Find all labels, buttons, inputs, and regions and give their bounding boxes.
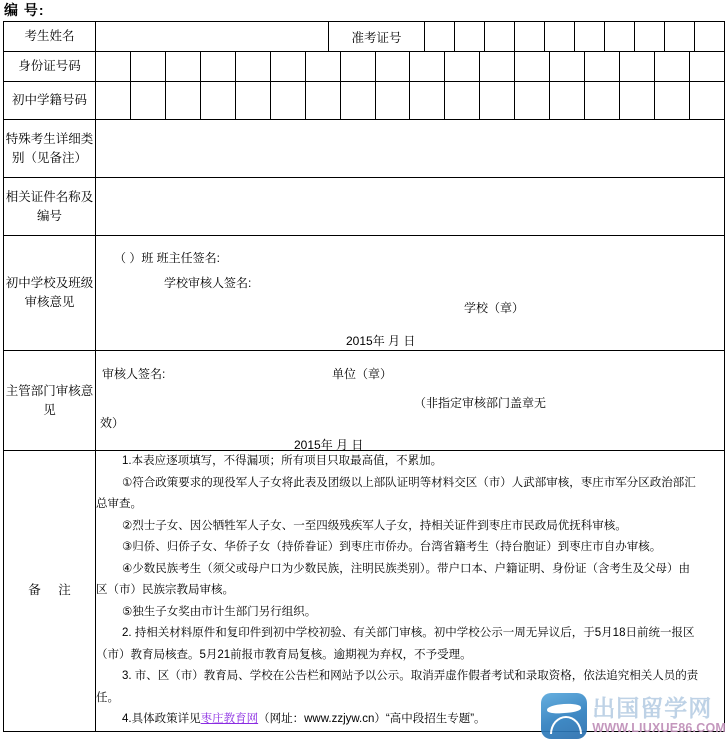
label-school-id: 初中学籍号码 — [4, 82, 96, 120]
zaozhuang-education-link[interactable]: 枣庄教育网 — [200, 713, 259, 725]
id-number-box[interactable] — [655, 52, 690, 81]
serial-number-label: 编 号: — [4, 2, 45, 18]
remarks-line: 3. 市、区（市）教育局、学校在公告栏和网站予以公示。取消弄虚作假者考试和录取资格，依法追究相关人员的责 — [122, 670, 699, 682]
watermark-site-name: 出国留学网 — [592, 695, 713, 722]
dept-opinion-line-date: 2015年 月 日 — [294, 438, 364, 452]
label-school-opinion: 初中学校及班级审核意见 — [4, 236, 96, 351]
id-number-box[interactable] — [271, 52, 306, 81]
school-id-box[interactable] — [445, 82, 480, 119]
ticket-number-box[interactable] — [455, 22, 485, 51]
school-id-box[interactable] — [585, 82, 620, 119]
school-id-box[interactable] — [236, 82, 271, 119]
ticket-number-box[interactable] — [425, 22, 455, 51]
remarks-line: 任。 — [96, 691, 119, 704]
table-row-name — [4, 22, 725, 52]
label-special-category: 特殊考生详细类别（见备注） — [4, 120, 96, 178]
id-number-box[interactable] — [620, 52, 655, 81]
field-dept-opinion[interactable] — [96, 351, 725, 451]
id-number-box[interactable] — [515, 52, 550, 81]
id-number-box[interactable] — [236, 52, 271, 81]
school-id-box[interactable] — [341, 82, 376, 119]
id-number-box[interactable] — [166, 52, 201, 81]
ticket-number-box[interactable] — [485, 22, 515, 51]
id-number-box[interactable] — [550, 52, 585, 81]
school-id-box[interactable] — [271, 82, 306, 119]
school-id-box[interactable] — [166, 82, 201, 119]
id-number-box[interactable] — [376, 52, 411, 81]
ticket-number-box[interactable] — [695, 22, 724, 51]
field-ticket-number-boxes[interactable] — [425, 22, 725, 52]
remarks-link-suffix: （网址：www.zzjyw.cn）“高中段招生专题”。 — [258, 713, 486, 725]
ticket-number-box[interactable] — [605, 22, 635, 51]
field-id-number-boxes[interactable] — [96, 52, 725, 82]
school-id-box[interactable] — [480, 82, 515, 119]
school-id-box[interactable] — [515, 82, 550, 119]
ticket-number-box[interactable] — [575, 22, 605, 51]
label-remarks: 备 注 — [4, 451, 96, 732]
id-number-box[interactable] — [690, 52, 724, 81]
label-certificate: 相关证件名称及编号 — [4, 178, 96, 236]
school-opinion-line-reviewer: 学校审核人签名: — [164, 276, 252, 290]
table-row-remarks — [4, 451, 725, 732]
label-dept-opinion: 主管部门审核意见 — [4, 351, 96, 451]
field-student-name[interactable] — [96, 22, 329, 52]
remarks-line: ③归侨、归侨子女、华侨子女（持侨眷证）到枣庄市侨办。台湾省籍考生（持台胞证）到枣庄市自办审核。 — [122, 541, 662, 553]
dept-opinion-line-note: （非指定审核部门盖章无 — [414, 396, 547, 410]
school-id-box[interactable] — [201, 82, 236, 119]
watermark-site-url: WWW.LIUXUE86.COM — [592, 721, 726, 736]
table-row-dept-opinion — [4, 351, 725, 451]
dept-opinion-line-unit-seal: 单位（章） — [332, 367, 393, 381]
id-number-box[interactable] — [131, 52, 166, 81]
school-id-box[interactable] — [620, 82, 655, 119]
id-number-box[interactable] — [341, 52, 376, 81]
id-number-box[interactable] — [96, 52, 131, 81]
school-id-box[interactable] — [655, 82, 690, 119]
table-row-school-id — [4, 82, 725, 120]
field-special-category[interactable] — [96, 120, 725, 178]
student-registration-form — [3, 21, 725, 732]
remarks-line: ④少数民族考生（须父或母户口为少数民族，注明民族类别）。带户口本、户籍证明、身份证（含考生及父母）由 — [122, 562, 691, 575]
field-school-opinion[interactable] — [96, 236, 725, 351]
remarks-line: 区（市）民族宗教局审核。 — [96, 584, 234, 596]
label-student-name: 考生姓名 — [4, 22, 96, 52]
ticket-number-box[interactable] — [635, 22, 665, 51]
school-id-box[interactable] — [376, 82, 411, 119]
remarks-line: ②烈士子女、因公牺牲军人子女、一至四级残疾军人子女，持相关证件到枣庄市民政局优抚科审核。 — [122, 519, 627, 532]
remarks-line: 1.本表应逐项填写，不得漏项；所有项目只取最高值，不累加。 — [122, 455, 443, 467]
table-row-special-category — [4, 120, 725, 178]
remarks-line: 总审查。 — [96, 498, 142, 510]
school-id-box[interactable] — [131, 82, 166, 119]
school-opinion-line-date: 2015年 月 日 — [346, 334, 416, 348]
field-remarks — [96, 451, 725, 732]
school-id-box[interactable] — [690, 82, 724, 119]
ticket-number-box[interactable] — [515, 22, 545, 51]
remarks-line: ⑤独生子女奖由市计生部门另行组织。 — [122, 605, 317, 618]
school-id-box[interactable] — [550, 82, 585, 119]
id-number-box[interactable] — [410, 52, 445, 81]
id-number-box[interactable] — [445, 52, 480, 81]
school-opinion-line-class-teacher: （ ）班 班主任签名: — [114, 251, 221, 265]
school-id-box[interactable] — [410, 82, 445, 119]
id-number-box[interactable] — [201, 52, 236, 81]
id-number-box[interactable] — [480, 52, 515, 81]
id-number-box[interactable] — [306, 52, 341, 81]
school-id-box[interactable] — [306, 82, 341, 119]
table-row-certificate — [4, 178, 725, 236]
remarks-line: ①符合政策要求的现役军人子女将此表及团级以上部队证明等材料交区（市）人武部审核，枣庄市军分区政治部汇 — [122, 476, 696, 489]
ticket-number-box[interactable] — [665, 22, 695, 51]
field-school-id-boxes[interactable] — [96, 82, 725, 120]
remarks-line: 4.具体政策详见枣庄教育网（网址：www.zzjyw.cn）“高中段招生专题”。 — [122, 713, 486, 725]
id-number-box[interactable] — [585, 52, 620, 81]
dept-opinion-line-reviewer: 审核人签名: — [102, 367, 166, 381]
field-certificate[interactable] — [96, 178, 725, 236]
label-id-number: 身份证号码 — [4, 52, 96, 82]
table-row-school-opinion — [4, 236, 725, 351]
label-ticket-number: 准考证号 — [329, 22, 425, 52]
ticket-number-box[interactable] — [545, 22, 575, 51]
remarks-line: 2. 持相关材料原件和复印件到初中学校初验、有关部门审核。初中学校公示一周无异议后，于5月18日前统一报区 — [122, 627, 695, 639]
table-row-id-number — [4, 52, 725, 82]
dept-opinion-line-note-cont: 效） — [100, 416, 125, 430]
school-opinion-line-seal: 学校（章） — [464, 301, 525, 315]
remarks-line: （市）教育局核查。5月21前报市教育局复核。逾期视为弃权，不予受理。 — [96, 648, 472, 661]
school-id-box[interactable] — [96, 82, 131, 119]
